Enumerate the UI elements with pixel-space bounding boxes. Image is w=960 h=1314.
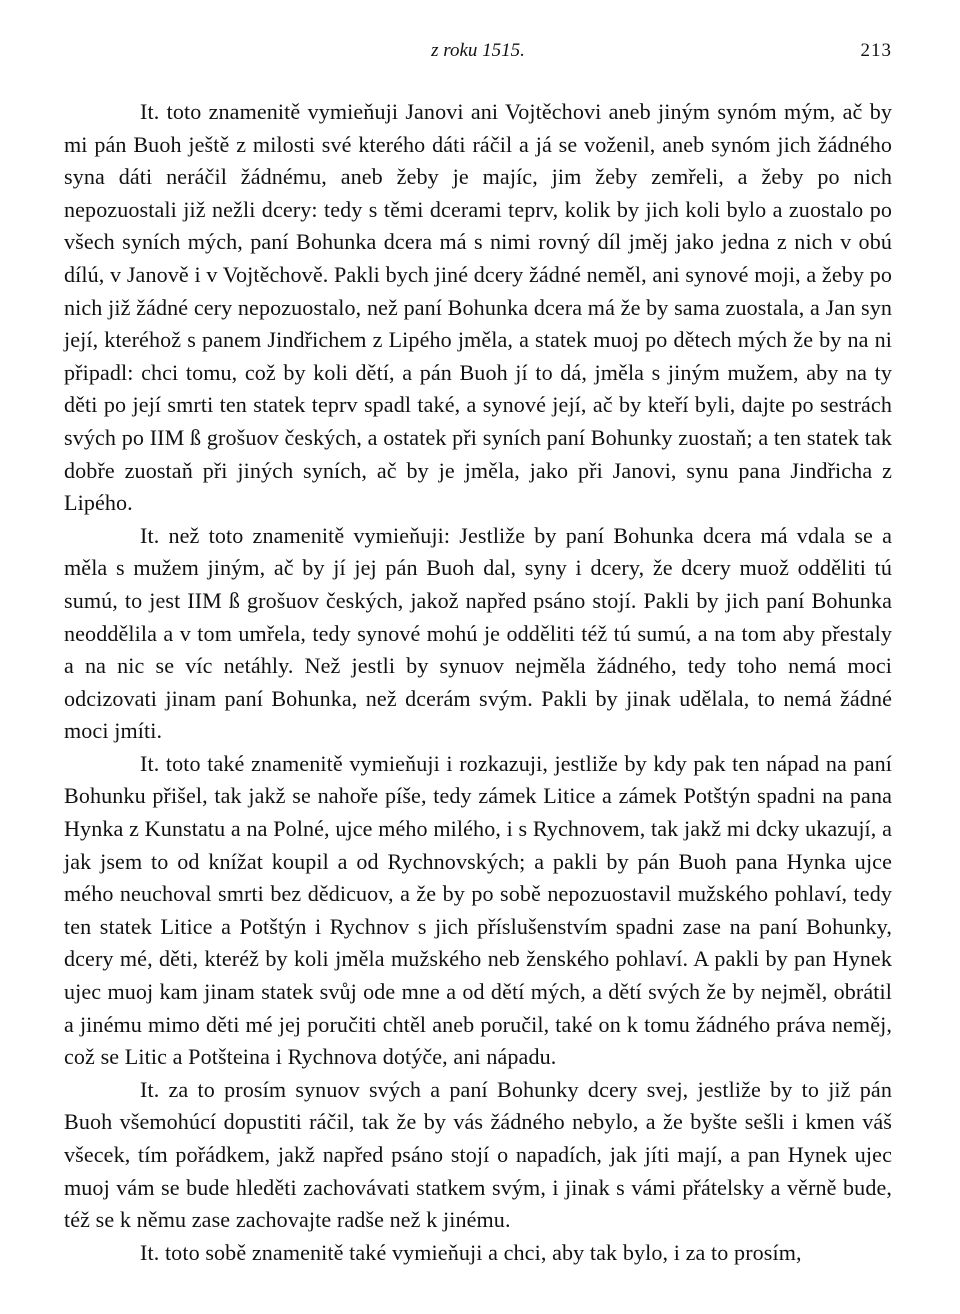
running-header	[64, 40, 892, 80]
paragraph-5: It. toto sobě znamenitě také vymieňuji a chci, aby tak bylo, i za to prosím,	[140, 1239, 802, 1265]
paragraph-4: It. za to prosím synuov svých a paní Bohunky dcery svej, jestliže by to již pán Buoh všemohúcí dopustiti ráčil, tak že by vás žádného nebylo, a že byšte sešli i kmen váš všecek, tím pořádkem, jakž napřed psáno stojí o napadích, jak jíti mají, a pan Hynek ujec muoj vám se bude hleděti zachovávati statkem svým, i jinak s vámi přátelsky a věrně bude, též se k němu zase zachovajte radše než k jinému.	[64, 1076, 892, 1233]
running-title: z roku 1515.	[431, 40, 525, 61]
paragraph-2: It. než toto znamenitě vymieňuji: Jestliže by paní Bohunka dcera má vdala se a měla s mužem jiným, ač by jí jej pán Buoh dal, syny i dcery, že dcery muož odděliti tú sumú, to jest IIM ß grošuov českých, jakož napřed psáno stojí. Pakli by jich paní Bohunka neoddělila a v tom umřela, tedy synové mohú je odděliti též tú sumú, a na tom aby přestaly a na nic se víc netáhly. Než jestli by synuov nejměla žádného, tedy toho nemá moci odcizovati jinam paní Bohunka, než dcerám svým. Pakli by jinak udělala, to nemá žádné moci jmíti.	[64, 522, 892, 744]
page-number: 213	[860, 40, 892, 61]
document-page	[64, 40, 892, 1269]
paragraph-3: It. toto také znamenitě vymieňuji i rozkazuji, jestliže by kdy pak ten nápad na paní Bohunku přišel, tak jakž se nahoře píše, tedy zámek Litice a zámek Potštýn spadni na pana Hynka z Kunstatu a na Polné, ujce mého milého, i s Rychnovem, tak jakž mi dcky ukazují, a jak jsem to od knížat koupil a od Rychnovských; a pakli by pán Buoh pana Hynka ujce mého neuchoval smrti bez dědicuov, a že by po sobě nepozuostavil mužského pohlaví, tedy ten statek Litice a Potštýn i Rychnov s jich příslušenstvím spadni zase na paní Bohunky, dcery mé, děti, kteréž by koli jměla mužského neb ženského pohlaví. A pakli by pan Hynek ujec muoj kam jinam statek svůj ode mne a od dětí mých, a dětí svých že by nejměl, obrátil a jinému mimo děti mé jej poručiti chtěl aneb poručil, také on k tomu žádného práva neměj, což se Litic a Potšteina i Rychnova dotýče, ani nápadu.	[64, 750, 892, 1070]
body-text	[64, 96, 892, 1269]
paragraph-1: It. toto znamenitě vymieňuji Janovi ani Vojtěchovi aneb jiným synóm mým, ač by mi pán Buoh ještě z milosti své kterého dáti ráčil a já se voženil, aneb synóm jich žádného syna dáti neráčil žádnému, aneb žeby je majíc, jim žeby zemřeli, a žeby po nich nepozuostali již nežli dcery: tedy s těmi dcerami teprv, kolik by jich koli bylo a zuostalo po všech syních mých, paní Bohunka dcera má s nimi rovný díl jměj jako jedna z nich v obú dílú, v Janově i v Vojtěchově. Pakli bych jiné dcery žádné neměl, ani synové moji, a žeby po nich již žádné cery nepozuostalo, než paní Bohunka dcera má že by sama zuostala, a Jan syn její, kteréhož s panem Jindřichem z Lipého jměla, a statek muoj po dětech mých že by na ni připadl: chci tomu, což by koli dětí, a pán Buoh jí to dá, jměla s jiným mužem, aby na ty děti po její smrti ten statek teprv spadl také, a synové její, ač by kteří byli, dajte po sestrách svých po IIM ß grošuov českých, a ostatek při syních paní Bohunky zuostaň; a ten statek tak dobře zuostaň při jiných syních, ač by je jměla, jako při Janovi, synu pana Jindřicha z Lipého.	[64, 99, 892, 516]
